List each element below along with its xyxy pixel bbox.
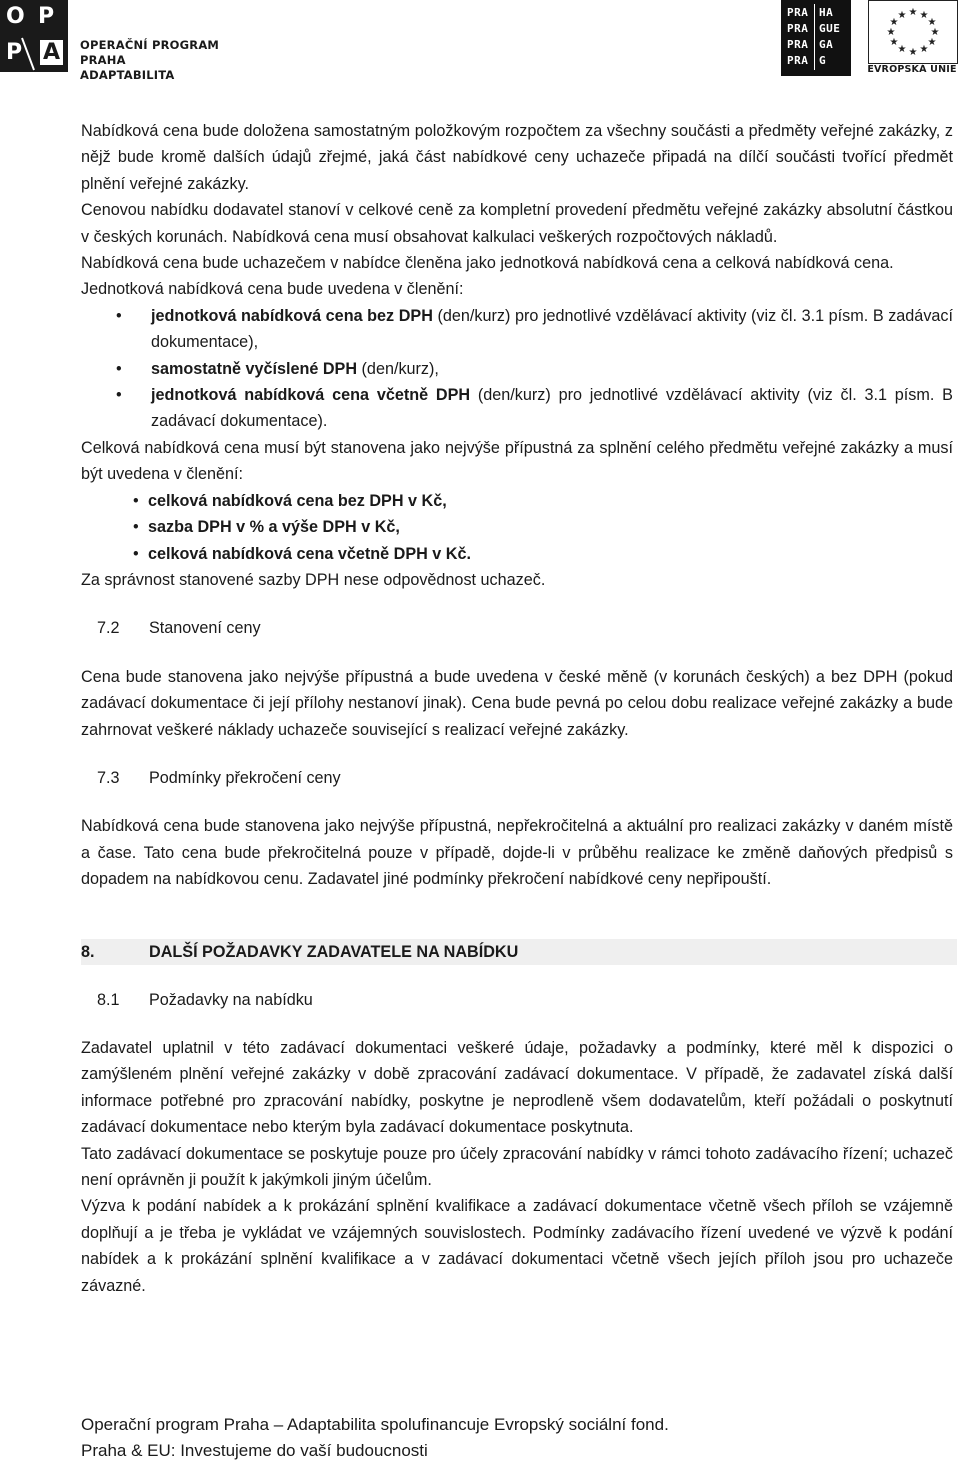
- opp-logo: [0, 0, 260, 82]
- paragraph: Nabídková cena bude doložena samostatným položkovým rozpočtem za všechny součásti a předměty veřejné zakázky, z nějž bude kromě dalších údajů zřejmé, jaká část nabídkové ceny uchazeče připadá na dílčí součásti tvořící předmět plnění veřejné zakázky.: [81, 122, 953, 193]
- opp-logo-text: [80, 38, 260, 83]
- list-item: [81, 303, 953, 356]
- footer-line1: Operační program Praha – Adaptabilita spolufinancuje Evropský sociální fond.: [81, 1415, 669, 1434]
- paragraph: Jednotková nabídková cena bude uvedena v členění:: [81, 280, 464, 299]
- opp-logo-line2: ADAPTABILITA: [80, 68, 175, 82]
- praha-cell-r2: GUE: [819, 22, 841, 35]
- section-title: DALŠÍ POŽADAVKY ZADAVATELE NA NABÍDKU: [149, 942, 519, 961]
- paragraph: Nabídková cena bude stanovena jako nejvýše přípustná, nepřekročitelná a aktuální pro realizaci zakázky v daném místě a čase. Tato cena bude překročitelná pouze v případě, dojde-li v průběhu realizace ke změně daňových předpisů s dopadem na nabídkovou cenu. Zadavatel jiné podmínky překročení nabídkové ceny nepřipouští.: [81, 817, 953, 889]
- svg-text:★: ★: [930, 27, 940, 38]
- paragraph: Za správnost stanovené sazby DPH nese odpovědnost uchazeč.: [81, 570, 546, 589]
- section-number: 8.1: [97, 990, 120, 1009]
- list-item-text: (den/kurz),: [357, 359, 439, 378]
- bullet-icon: •: [133, 518, 139, 537]
- praha-cell-r3: GA: [819, 38, 834, 51]
- opp-letter-p1: P: [38, 4, 55, 29]
- opp-logo-line1: OPERAČNÍ PROGRAM PRAHA: [80, 38, 220, 67]
- list-item-text: (den/kurz) pro jednotlivé vzdělávací aktivity (viz čl. 3.1 písm. B zadávací dokumentace).: [151, 386, 953, 431]
- bullet-icon: •: [116, 386, 122, 405]
- eu-flag-icon: [868, 0, 958, 64]
- praha-logo: [781, 0, 851, 76]
- page-footer: [81, 1412, 669, 1464]
- total-price-list: [81, 488, 953, 567]
- section-title: Stanovení ceny: [149, 619, 261, 638]
- section-number: 8.: [81, 942, 95, 961]
- list-item: [81, 488, 953, 514]
- list-item: [81, 541, 953, 567]
- section-number: 7.3: [97, 768, 120, 787]
- paragraph: Nabídková cena bude uchazečem v nabídce členěna jako jednotková nabídková cena a celková nabídková cena.: [81, 254, 894, 273]
- praha-cell-l3: PRA: [787, 38, 809, 51]
- section-heading-8-1: [81, 987, 953, 1013]
- section-title: Podmínky překročení ceny: [149, 768, 341, 787]
- footer-line2: Praha & EU: Investujeme do vaší budoucnosti: [81, 1441, 428, 1460]
- svg-text:★: ★: [908, 47, 918, 58]
- list-item-bold: celková nabídková cena bez DPH v Kč,: [148, 491, 447, 510]
- svg-text:★: ★: [919, 10, 929, 21]
- list-item-bold: sazba DPH v % a výše DPH v Kč,: [148, 518, 400, 537]
- praha-cell-l1: PRA: [787, 6, 809, 19]
- section-title: Požadavky na nabídku: [149, 990, 313, 1009]
- svg-text:★: ★: [927, 17, 937, 28]
- opp-logo-mark: [0, 0, 68, 72]
- paragraph: Výzva k podání nabídek a k prokázání splnění kvalifikace a zadávací dokumentace včetně všech příloh se vzájemně doplňují a je třeba je vykládat ve vzájemných souvislostech. Podmínky zadávacího řízení uvedené ve výzvě k podání nabídek a k prokázání splnění kvalifikace a v zadávací dokumentaci včetně všech jejích příloh jsou pro uchazeče závazné.: [81, 1197, 953, 1295]
- list-item: [81, 514, 953, 540]
- opp-letter-o: O: [6, 4, 25, 29]
- paragraph: Zadavatel uplatnil v této zadávací dokumentaci veškeré údaje, požadavky a podmínky, které měl k dispozici o zamýšleném plnění veřejné zakázky v době zpracování zadávací dokumentace. V případě, že zadavatel získá další informace potřebné pro zpracování nabídky, poskytne je neprodleně všem dodavatelům, kteří požádali o poskytnutí zadávací dokumentace nebo kterým byla zadávací dokumentace poskytnuta.: [81, 1038, 953, 1137]
- paragraph: Cena bude stanovena jako nejvýše přípustná a bude uvedena v české měně (v korunách českých) a bez DPH (pokud zadávací dokumentace či její přílohy nestanoví jinak). Cena bude pevná po celou dobu realizace veřejné zakázky a bude zahrnovat veškeré náklady uchazeče související s realizací veřejné zakázky.: [81, 667, 953, 739]
- opp-letter-p2: P: [6, 40, 23, 65]
- section-number: 7.2: [97, 619, 120, 638]
- svg-text:★: ★: [897, 44, 907, 55]
- praha-cell-r4: G: [819, 54, 827, 67]
- bullet-icon: •: [116, 359, 122, 378]
- section-heading-7-3: [81, 765, 953, 791]
- eu-logo-label: EVROPSKÁ UNIE: [867, 64, 957, 75]
- bullet-icon: •: [133, 544, 139, 563]
- svg-text:★: ★: [919, 44, 929, 55]
- svg-text:★: ★: [889, 17, 899, 28]
- list-item: [81, 382, 953, 435]
- paragraph: Cenovou nabídku dodavatel stanoví v celkové ceně za kompletní provedení předmětu veřejné zakázky absolutní částkou v českých korunách. Nabídková cena musí obsahovat kalkulaci veškerých rozpočtových nákladů.: [81, 201, 953, 246]
- section-heading-8: [81, 939, 957, 965]
- praha-cell-l4: PRA: [787, 54, 809, 67]
- list-item-text: (den/kurz) pro jednotlivé vzdělávací aktivity (viz čl. 3.1 písm. B zadávací dokumentace),: [151, 306, 954, 352]
- svg-text:★: ★: [886, 27, 896, 38]
- eu-logo: [864, 0, 960, 78]
- document-body: [81, 118, 953, 1299]
- list-item-bold: jednotková nabídková cena včetně DPH: [151, 386, 471, 405]
- list-item: [81, 356, 953, 382]
- svg-text:★: ★: [927, 37, 937, 48]
- svg-text:★: ★: [908, 7, 918, 18]
- opp-diagonal-icon: [0, 0, 68, 72]
- bullet-icon: •: [116, 306, 122, 325]
- paragraph: Celková nabídková cena musí být stanovena jako nejvýše přípustná za splnění celého předmětu veřejné zakázky a musí být uvedena v členění:: [81, 438, 953, 484]
- unit-price-list: [81, 303, 953, 435]
- list-item-bold: celková nabídková cena včetně DPH v Kč.: [148, 544, 471, 563]
- praha-cell-l2: PRA: [787, 22, 809, 35]
- svg-text:★: ★: [889, 37, 899, 48]
- praha-cell-r1: HA: [819, 6, 834, 19]
- praha-logo-divider: [814, 4, 815, 70]
- section-heading-7-2: [81, 615, 953, 641]
- list-item-bold: samostatně vyčíslené DPH: [151, 359, 358, 378]
- bullet-icon: •: [133, 491, 139, 510]
- svg-text:★: ★: [897, 10, 907, 21]
- opp-letter-a: A: [40, 40, 63, 65]
- paragraph: Tato zadávací dokumentace se poskytuje pouze pro účely zpracování nabídky v rámci tohoto zadávacího řízení; uchazeč není oprávněn ji použít k jakýmkoli jiným účelům.: [81, 1144, 953, 1189]
- list-item-bold: jednotková nabídková cena bez DPH: [151, 306, 433, 325]
